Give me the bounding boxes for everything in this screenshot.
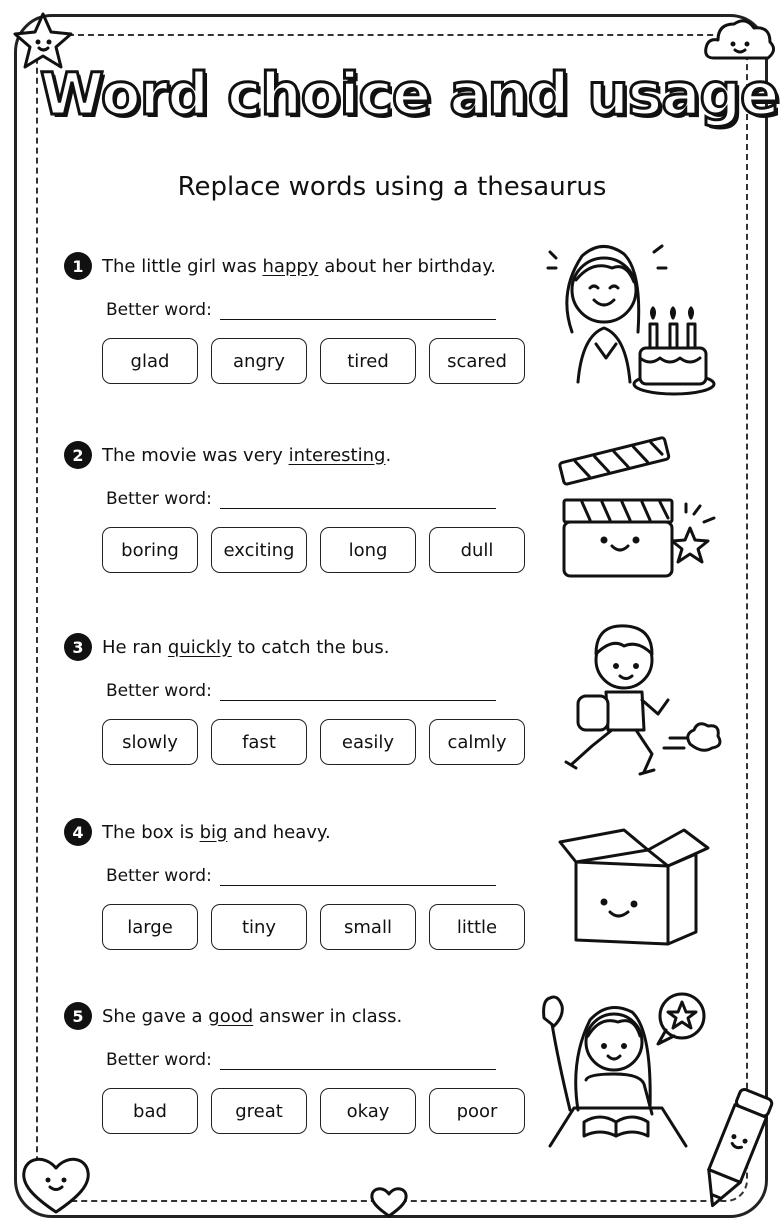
target-word: interesting — [288, 444, 386, 466]
target-word: happy — [262, 255, 319, 277]
question-2 — [64, 441, 544, 611]
question-number: 3 — [64, 633, 92, 661]
question-line — [64, 1002, 402, 1030]
answer-blank[interactable] — [220, 1053, 496, 1070]
better-word-field[interactable] — [106, 1050, 496, 1070]
choice-button[interactable]: boring — [102, 527, 198, 573]
question-number: 5 — [64, 1002, 92, 1030]
choice-button[interactable]: angry — [211, 338, 307, 384]
choice-button[interactable]: bad — [102, 1088, 198, 1134]
question-text: The little girl was happy about her birthday. — [102, 255, 497, 277]
better-word-label: Better word: — [106, 1050, 212, 1070]
target-word: good — [208, 1005, 254, 1027]
choice-button[interactable]: little — [429, 904, 525, 950]
choice-button[interactable]: slowly — [102, 719, 198, 765]
choice-button[interactable]: poor — [429, 1088, 525, 1134]
target-word: big — [199, 821, 228, 843]
question-line — [64, 633, 389, 661]
choice-button[interactable]: calmly — [429, 719, 525, 765]
target-word: quickly — [167, 636, 232, 658]
better-word-label: Better word: — [106, 489, 212, 509]
question-text: The box is big and heavy. — [102, 821, 331, 843]
choice-list — [102, 527, 525, 573]
girl-birthday-cake-icon — [542, 232, 722, 402]
open-box-icon — [556, 820, 716, 952]
better-word-field[interactable] — [106, 489, 496, 509]
choice-list — [102, 1088, 525, 1134]
better-word-field[interactable] — [106, 866, 496, 886]
choice-button[interactable]: fast — [211, 719, 307, 765]
answer-blank[interactable] — [220, 869, 496, 886]
page-title: Word choice and usage — [40, 60, 779, 128]
choice-button[interactable]: great — [211, 1088, 307, 1134]
choice-button[interactable]: long — [320, 527, 416, 573]
question-4 — [64, 818, 544, 988]
answer-blank[interactable] — [220, 492, 496, 509]
question-number: 2 — [64, 441, 92, 469]
question-5 — [64, 1002, 544, 1172]
clapperboard-icon — [556, 434, 726, 584]
question-number: 1 — [64, 252, 92, 280]
choice-button[interactable]: exciting — [211, 527, 307, 573]
better-word-field[interactable] — [106, 681, 496, 701]
choice-button[interactable]: large — [102, 904, 198, 950]
question-text: The movie was very interesting. — [102, 444, 392, 466]
question-number: 4 — [64, 818, 92, 846]
running-boy-icon — [552, 614, 732, 784]
choice-button[interactable]: glad — [102, 338, 198, 384]
answer-blank[interactable] — [220, 684, 496, 701]
choice-button[interactable]: easily — [320, 719, 416, 765]
better-word-label: Better word: — [106, 300, 212, 320]
choice-button[interactable]: dull — [429, 527, 525, 573]
question-line — [64, 252, 496, 280]
choice-button[interactable]: tiny — [211, 904, 307, 950]
better-word-label: Better word: — [106, 866, 212, 886]
answer-blank[interactable] — [220, 303, 496, 320]
question-1 — [64, 252, 544, 422]
better-word-field[interactable] — [106, 300, 496, 320]
question-3 — [64, 633, 544, 803]
small-heart-icon — [368, 1184, 410, 1220]
question-line — [64, 818, 331, 846]
choice-button[interactable]: tired — [320, 338, 416, 384]
choice-list — [102, 904, 525, 950]
choice-list — [102, 338, 525, 384]
better-word-label: Better word: — [106, 681, 212, 701]
question-text: She gave a good answer in class. — [102, 1005, 403, 1027]
question-text: He ran quickly to catch the bus. — [102, 636, 390, 658]
page-subtitle: Replace words using a thesaurus — [177, 172, 607, 202]
girl-raising-hand-icon — [540, 990, 720, 1154]
choice-button[interactable]: scared — [429, 338, 525, 384]
choice-list — [102, 719, 525, 765]
choice-button[interactable]: small — [320, 904, 416, 950]
question-line — [64, 441, 391, 469]
choice-button[interactable]: okay — [320, 1088, 416, 1134]
